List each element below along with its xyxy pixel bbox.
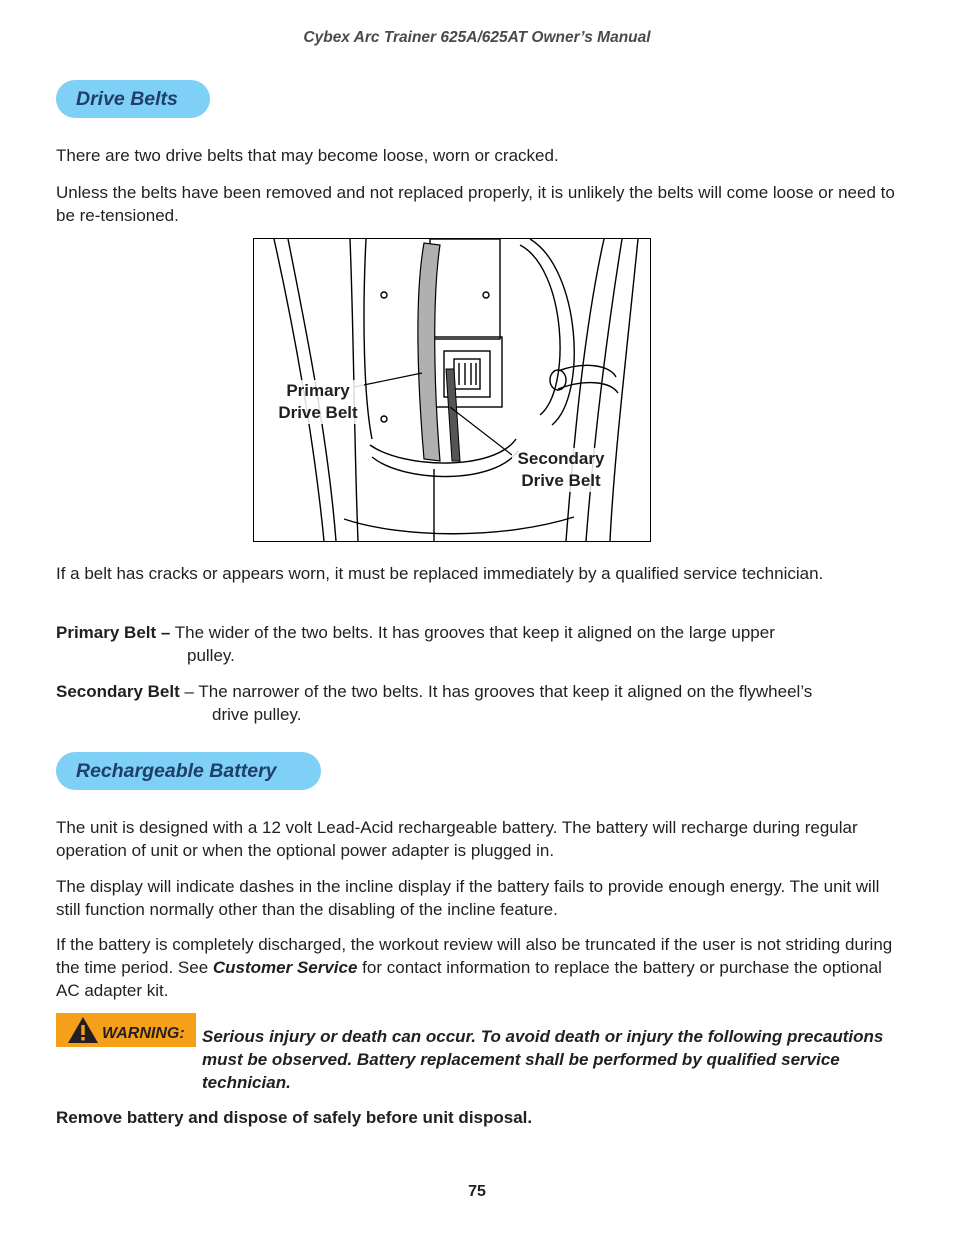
section-heading-rechargeable-battery: Rechargeable Battery <box>56 752 321 790</box>
desc-secondary-belt-1: The narrower of the two belts. It has grooves that keep it aligned on the flywheel’s <box>198 682 813 701</box>
definition-secondary-belt <box>56 680 906 703</box>
definition-primary-belt <box>56 621 906 644</box>
text-discharged-a: If the battery is completely discharged, the workout review will also be truncated if the user is not striding during the time period. See <box>56 935 893 977</box>
term-secondary-belt: Secondary Belt <box>56 682 180 701</box>
label-secondary-line1: Secondary <box>517 449 605 468</box>
paragraph-battery-design: The unit is designed with a 12 volt Lead-Acid rechargeable battery. The battery will recharge during regular operation of unit or when the optional power adapter is plugged in. <box>56 818 858 860</box>
label-secondary-drive-belt <box>512 448 610 492</box>
paragraph-re-tension: Unless the belts have been removed and not replaced properly, it is unlikely the belts will come loose or need to be re-tensioned. <box>56 183 895 225</box>
desc-primary-belt-1: The wider of the two belts. It has grooves that keep it aligned on the large upper <box>174 623 775 642</box>
page-number: 75 <box>468 1183 486 1200</box>
desc-secondary-belt-2: drive pulley. <box>212 705 302 724</box>
label-primary-line2: Drive Belt <box>278 403 358 422</box>
paragraph-incline-display: The display will indicate dashes in the incline display if the battery fails to provide enough energy. The unit will still function normally other than the disabling of the incline feature. <box>56 877 880 919</box>
label-secondary-line2: Drive Belt <box>521 471 601 490</box>
customer-service-reference: Customer Service <box>212 958 358 977</box>
warning-label: WARNING: <box>102 1025 185 1042</box>
warning-text: Serious injury or death can occur. To avoid death or injury the following precautions must be observed. Battery replacement shall be performed by qualified service technician. <box>202 1027 884 1092</box>
text-discharged-b: for contact information to replace the battery or purchase the optional AC adapter kit. <box>56 958 882 1000</box>
desc-primary-belt-2: pulley. <box>187 646 235 665</box>
paragraph-discharged <box>56 933 896 1002</box>
section-heading-drive-belts: Drive Belts <box>56 80 210 118</box>
paragraph-two-belts: There are two drive belts that may become loose, worn or cracked. <box>56 146 559 165</box>
paragraph-cracks-worn: If a belt has cracks or appears worn, it must be replaced immediately by a qualified service technician. <box>56 564 824 583</box>
label-primary-drive-belt <box>272 380 364 424</box>
dash: – <box>179 682 199 701</box>
term-primary-belt: Primary Belt – <box>56 623 171 642</box>
disposal-instruction: Remove battery and dispose of safely before unit disposal. <box>56 1108 533 1127</box>
warning-triangle-icon <box>66 1015 100 1045</box>
drive-belt-illustration <box>253 238 651 542</box>
running-header: Cybex Arc Trainer 625A/625AT Owner’s Manual <box>303 29 651 46</box>
label-primary-line1: Primary <box>286 381 350 400</box>
warning-badge <box>56 1013 196 1047</box>
